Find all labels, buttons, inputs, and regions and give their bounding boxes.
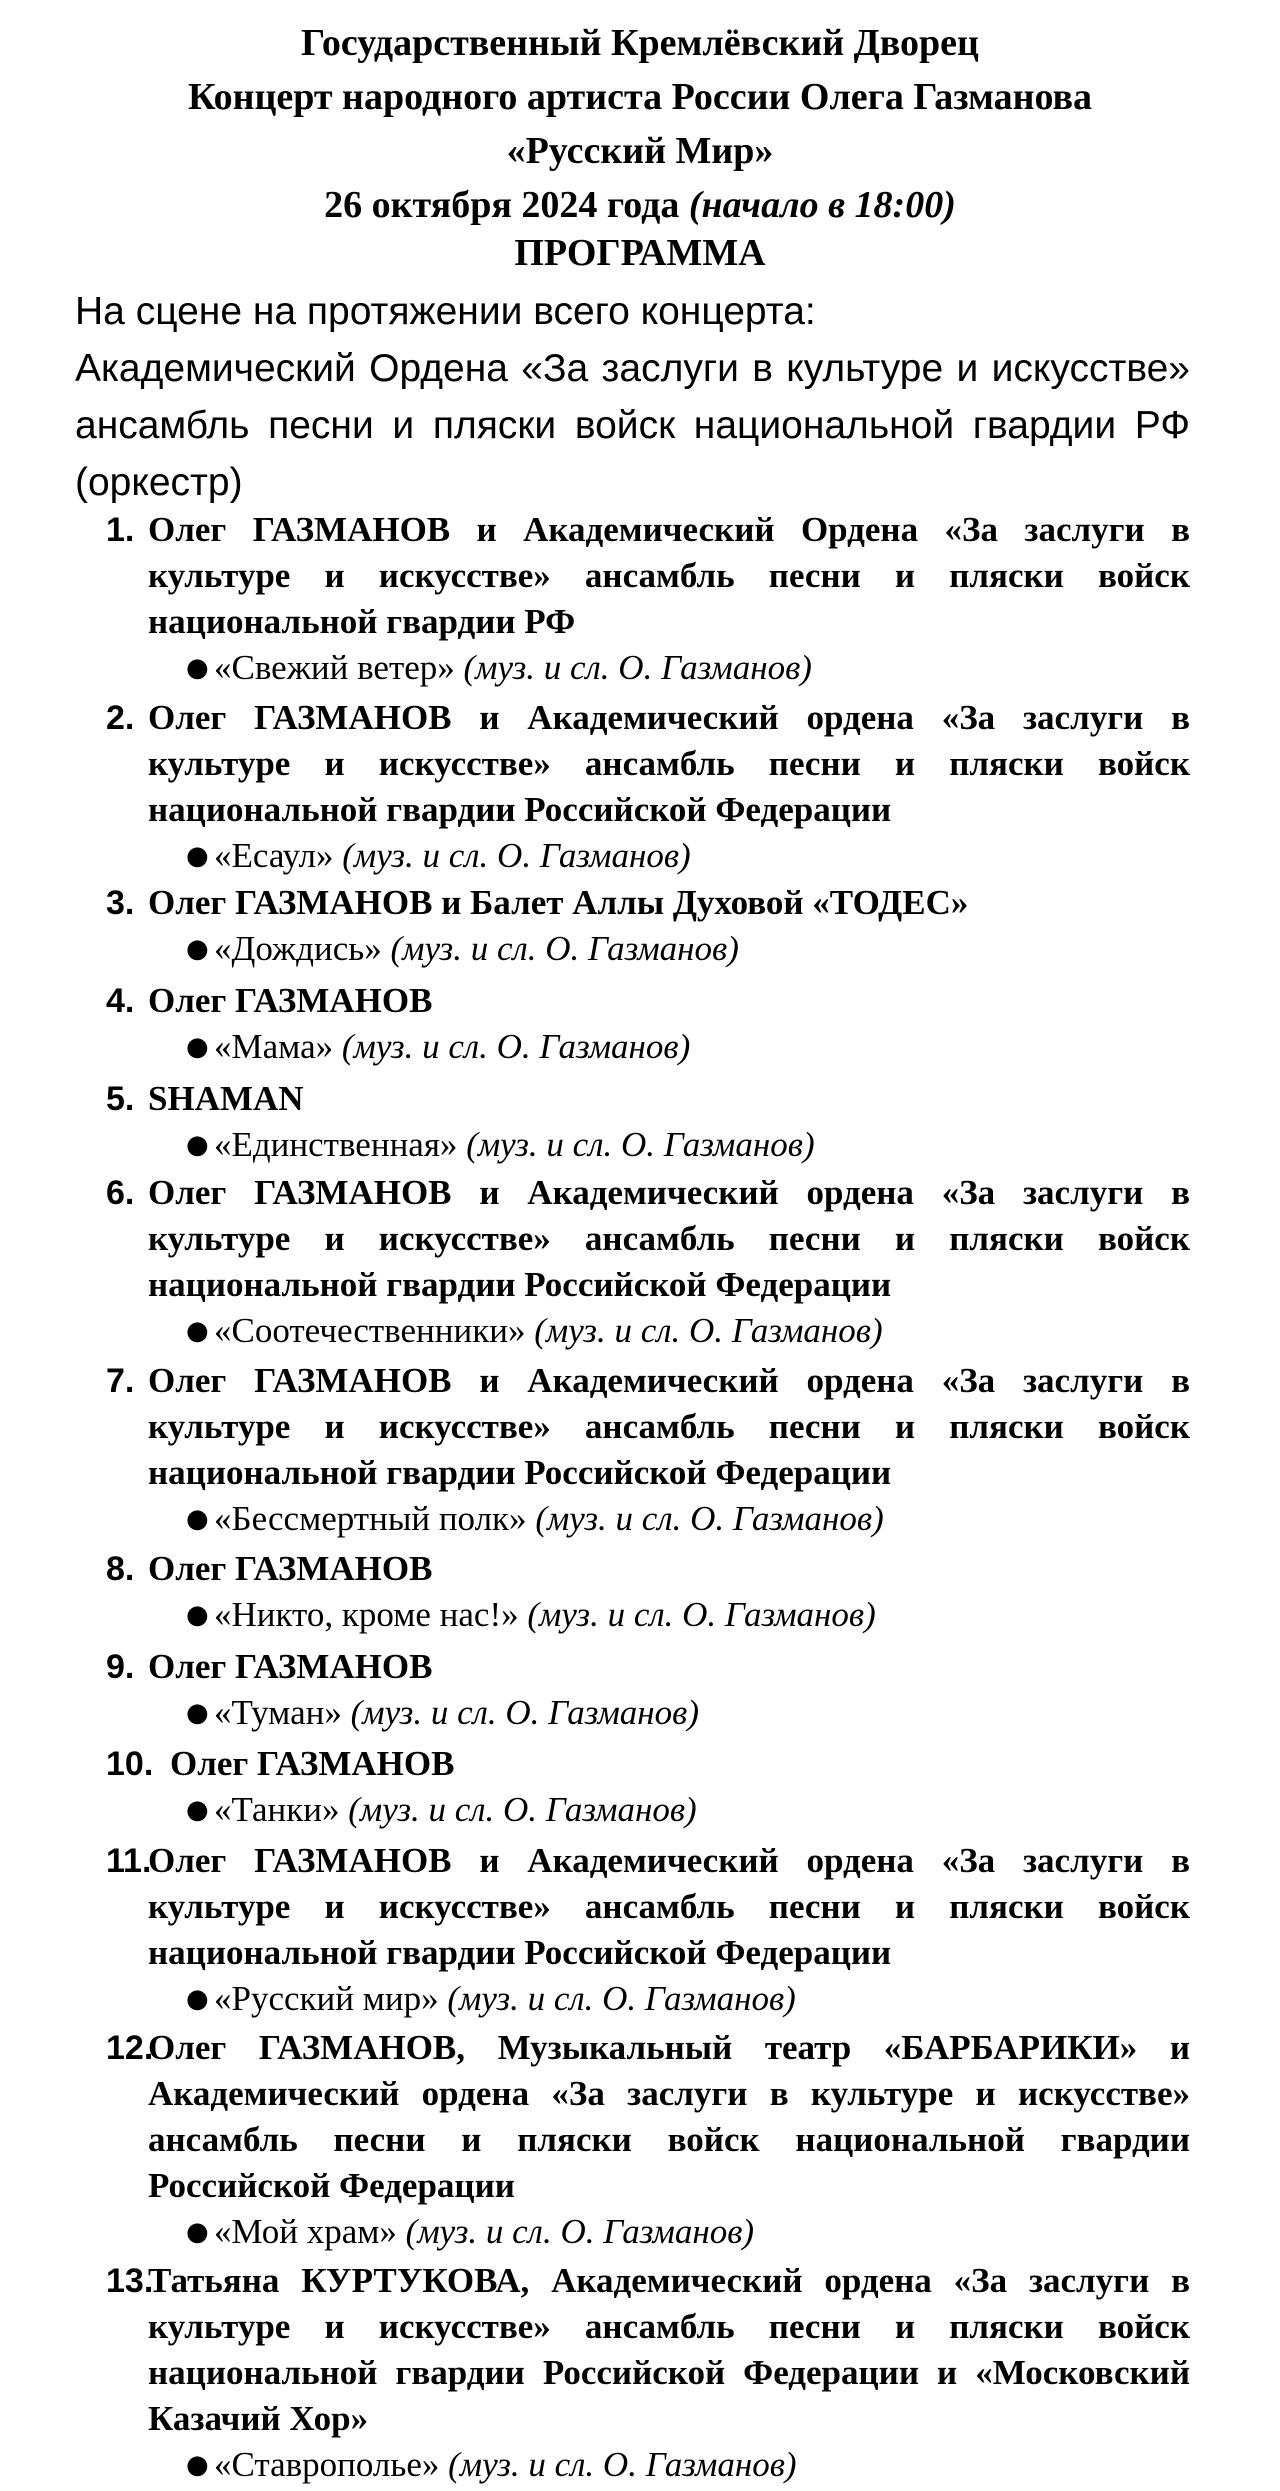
song-title: «Русский мир» (214, 1979, 439, 2018)
song-credit: (муз. и сл. О. Газманов) (534, 1311, 883, 1350)
song-title: «Бессмертный полк» (214, 1499, 527, 1538)
program-item (106, 1546, 1190, 1638)
song-title: «Единственная» (214, 1125, 458, 1164)
concert-date-line (60, 182, 1220, 228)
item-number: 6. (106, 1174, 135, 1212)
bullet-icon: ● (186, 1504, 209, 1534)
item-performer: Олег ГАЗМАНОВ и Академический ордена «За заслуги в культуре и искусстве» ансамбль песни и пляски войск национальной гвардии Российской Федерации (148, 1841, 1190, 1972)
song-title: «Есаул» (214, 836, 334, 875)
song-title: «Ставрополье» (214, 2445, 440, 2484)
program-item (106, 2025, 1190, 2255)
item-song (186, 1496, 1190, 1542)
bullet-icon: ● (186, 1984, 209, 2014)
item-performer: Олег ГАЗМАНОВ и Академический ордена «За заслуги в культуре и искусстве» ансамбль песни и пляски войск национальной гвардии Российской Федерации (148, 698, 1190, 829)
item-number: 4. (106, 982, 135, 1020)
program-intro (75, 283, 1190, 511)
item-song (186, 1024, 1190, 1070)
bullet-icon: ● (186, 1316, 209, 1346)
concert-start-time: (начало в 18:00) (688, 184, 956, 226)
concert-title: Концерт народного артиста России Олега Газманова (187, 76, 1093, 118)
bullet-icon: ● (186, 1795, 209, 1825)
item-song (186, 1122, 1190, 1168)
program-item (106, 1358, 1190, 1542)
item-song (186, 1592, 1190, 1638)
program-item (106, 1741, 1190, 1833)
song-title: «Танки» (214, 1790, 340, 1829)
item-song (186, 1787, 1190, 1833)
item-song (186, 926, 1190, 972)
item-performer: Олег ГАЗМАНОВ и Академический ордена «За заслуги в культуре и искусстве» ансамбль песни и пляски войск национальной гвардии Российской Федерации (148, 1173, 1190, 1304)
song-title: «Мой храм» (214, 2212, 397, 2251)
song-title: «Никто, кроме нас!» (214, 1595, 519, 1634)
song-credit: (муз. и сл. О. Газманов) (466, 1125, 815, 1164)
concert-date: 26 октября 2024 года (324, 184, 680, 226)
item-performer: SHAMAN (148, 1079, 304, 1118)
program-item (106, 695, 1190, 879)
bullet-icon: ● (186, 1130, 209, 1160)
item-number: 7. (106, 1362, 135, 1400)
bullet-icon: ● (186, 841, 209, 871)
item-song (186, 1308, 1190, 1354)
item-number: 8. (106, 1550, 135, 1588)
song-credit: (муз. и сл. О. Газманов) (405, 2212, 755, 2251)
item-number: 9. (106, 1648, 135, 1686)
item-number: 5. (106, 1080, 135, 1118)
song-title: «Мама» (214, 1027, 334, 1066)
bullet-icon: ● (186, 2217, 209, 2247)
item-song (186, 645, 1190, 691)
song-credit: (муз. и сл. О. Газманов) (342, 836, 691, 875)
concert-name: «Русский Мир» (506, 130, 774, 172)
program-item (106, 978, 1190, 1070)
program-item (106, 1838, 1190, 2022)
bullet-icon: ● (186, 1698, 209, 1728)
item-number: 11. (106, 1842, 152, 1880)
song-credit: (муз. и сл. О. Газманов) (527, 1595, 876, 1634)
item-number: 10. (106, 1745, 154, 1783)
program-title: ПРОГРАММА (514, 232, 766, 274)
song-title: «Свежий ветер» (214, 648, 455, 687)
item-song (186, 2442, 1190, 2488)
item-song (186, 1690, 1190, 1736)
item-performer: Олег ГАЗМАНОВ и Балет Аллы Духовой «ТОДЕС» (148, 883, 969, 922)
song-title: «Соотечественники» (214, 1311, 526, 1350)
song-title: «Дождись» (214, 929, 382, 968)
bullet-icon: ● (186, 2450, 209, 2480)
item-number: 3. (106, 884, 135, 922)
item-performer: Олег ГАЗМАНОВ (148, 1549, 433, 1588)
program-item (106, 2258, 1190, 2488)
item-performer: Олег ГАЗМАНОВ и Академический Ордена «За заслуги в культуре и искусстве» ансамбль песни и пляски войск национальной гвардии РФ (148, 510, 1190, 641)
song-credit: (муз. и сл. О. Газманов) (348, 1790, 697, 1829)
intro-line-2: Академический Ордена «За заслуги в культуре и искусстве» ансамбль песни и пляски войск национальной гвардии РФ (оркестр) (75, 347, 1190, 504)
bullet-icon: ● (186, 934, 209, 964)
program-item (106, 880, 1190, 972)
song-credit: (муз. и сл. О. Газманов) (341, 1027, 691, 1066)
item-performer: Олег ГАЗМАНОВ и Академический ордена «За заслуги в культуре и искусстве» ансамбль песни и пляски войск национальной гвардии Российской Федерации (148, 1361, 1190, 1492)
program-item (106, 1644, 1190, 1736)
item-performer: Татьяна КУРТУКОВА, Академический ордена «За заслуги в культуре и искусстве» ансамбль песни и пляски войск национальной гвардии Российской Федерации и «Московский Казачий Хор» (148, 2261, 1190, 2438)
venue-title: Государственный Кремлёвский Дворец (301, 22, 979, 64)
item-performer: Олег ГАЗМАНОВ (170, 1744, 455, 1783)
item-performer: Олег ГАЗМАНОВ (148, 1647, 433, 1686)
item-song (186, 833, 1190, 879)
song-credit: (муз. и сл. О. Газманов) (448, 2445, 797, 2484)
song-credit: (муз. и сл. О. Газманов) (463, 648, 812, 687)
song-credit: (муз. и сл. О. Газманов) (535, 1499, 884, 1538)
bullet-icon: ● (186, 1032, 209, 1062)
program-item (106, 507, 1190, 691)
item-performer: Олег ГАЗМАНОВ (148, 981, 433, 1020)
bullet-icon: ● (186, 1600, 209, 1630)
item-number: 2. (106, 699, 135, 737)
song-credit: (муз. и сл. О. Газманов) (447, 1979, 796, 2018)
item-song (186, 1976, 1190, 2022)
item-number: 1. (106, 511, 135, 549)
song-credit: (муз. и сл. О. Газманов) (390, 929, 739, 968)
intro-line-1: На сцене на протяжении всего концерта: (75, 290, 816, 333)
bullet-icon: ● (186, 653, 209, 683)
item-number: 12. (106, 2029, 154, 2067)
program-item (106, 1170, 1190, 1354)
item-song (186, 2209, 1190, 2255)
item-number: 13. (106, 2262, 154, 2300)
item-performer: Олег ГАЗМАНОВ, Музыкальный театр «БАРБАРИКИ» и Академический ордена «За заслуги в культуре и искусстве» ансамбль песни и пляски войск национальной гвардии Российской Федерации (148, 2028, 1190, 2205)
song-title: «Туман» (214, 1693, 342, 1732)
song-credit: (муз. и сл. О. Газманов) (350, 1693, 700, 1732)
program-item (106, 1076, 1190, 1168)
